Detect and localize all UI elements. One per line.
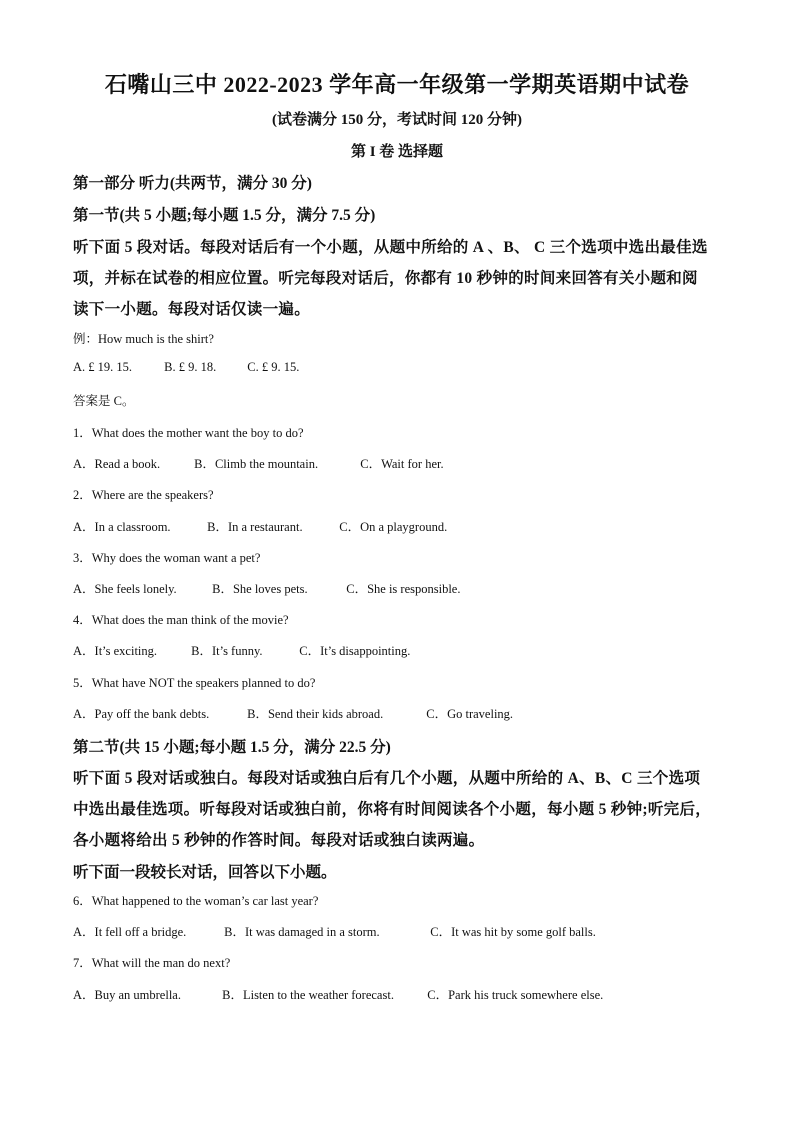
option-c: C．She is responsible. <box>346 582 461 596</box>
section2-instruction-line: 中选出最佳选项。听每段对话或独白前，你将有时间阅读各个小题，每小题 5 秒钟;听完后， <box>73 801 712 818</box>
example-options <box>73 360 299 375</box>
option-c: C. £ 9. 15. <box>247 360 300 374</box>
option-b: B．Send their kids abroad. <box>247 707 384 721</box>
question-options <box>73 579 460 597</box>
question-options <box>73 985 603 1003</box>
option-a: A．Pay off the bank debts. <box>73 707 210 721</box>
option-a: A．It’s exciting. <box>73 644 158 658</box>
option-c: C．It was hit by some golf balls. <box>430 925 596 939</box>
question-options <box>73 517 447 535</box>
option-a: A．In a classroom. <box>73 520 171 534</box>
section1-instruction-line: 项，并标在试卷的相应位置。听完每段对话后，你都有 10 秒钟的时间来回答有关小题和阅 <box>73 270 698 287</box>
option-b: B．She loves pets. <box>212 582 308 596</box>
section1-instruction-line: 听下面 5 段对话。每段对话后有一个小题，从题中所给的 A 、B、 C 三个选项中选出最佳选 <box>73 239 708 256</box>
question-options <box>73 641 410 659</box>
section2-heading: 第二节(共 15 小题;每小题 1.5 分，满分 22.5 分) <box>73 739 391 756</box>
option-a: A. £ 19. 15. <box>73 360 133 374</box>
option-a: A．Read a book. <box>73 457 161 471</box>
option-b: B．Listen to the weather forecast. <box>222 988 394 1002</box>
question-options <box>73 922 596 940</box>
exam-subtitle: (试卷满分 150 分，考试时间 120 分钟) <box>272 112 522 128</box>
option-b: B．It was damaged in a storm. <box>224 925 380 939</box>
option-a: A．It fell off a bridge. <box>73 925 187 939</box>
section2-instruction-line: 各小题将给出 5 秒钟的作答时间。每段对话或独白读两遍。 <box>73 832 485 849</box>
option-a: A．Buy an umbrella. <box>73 988 181 1002</box>
question-text: 7．What will the man do next? <box>73 956 231 970</box>
question-text: 2．Where are the speakers? <box>73 488 214 502</box>
question-text: 4．What does the man think of the movie? <box>73 613 289 627</box>
option-c: C．Park his truck somewhere else. <box>427 988 604 1002</box>
option-a: A．She feels lonely. <box>73 582 177 596</box>
example-answer: 答案是 C。 <box>73 394 135 408</box>
option-b: B. £ 9. 18. <box>164 360 217 374</box>
option-c: C．On a playground. <box>339 520 448 534</box>
question-text: 5．What have NOT the speakers planned to do? <box>73 676 316 690</box>
exam-title: 石嘴山三中 2022-2023 学年高一年级第一学期英语期中试卷 <box>104 72 690 97</box>
section2-instruction-line: 听下面 5 段对话或独白。每段对话或独白后有几个小题，从题中所给的 A、B、C 三个选项 <box>73 770 701 787</box>
part1-heading: 第一部分 听力(共两节，满分 30 分) <box>73 175 312 192</box>
question-text: 3．Why does the woman want a pet? <box>73 551 261 565</box>
section1-heading: 第一节(共 5 小题;每小题 1.5 分，满分 7.5 分) <box>73 207 376 224</box>
option-c: C．It’s disappointing. <box>299 644 411 658</box>
option-b: B．In a restaurant. <box>207 520 303 534</box>
question-options <box>73 454 444 472</box>
question-options <box>73 704 513 722</box>
question-text: 1．What does the mother want the boy to do? <box>73 426 304 440</box>
volume-heading: 第 I 卷 选择题 <box>350 144 444 160</box>
example-question: 例：How much is the shirt? <box>73 332 214 346</box>
section1-instruction-line: 读下一小题。每段对话仅读一遍。 <box>73 301 311 318</box>
option-b: B．Climb the mountain. <box>194 457 319 471</box>
option-c: C．Go traveling. <box>426 707 514 721</box>
question-text: 6．What happened to the woman’s car last year? <box>73 894 319 908</box>
option-b: B．It’s funny. <box>191 644 263 658</box>
dialogue-lead: 听下面一段较长对话，回答以下小题。 <box>73 864 337 881</box>
option-c: C．Wait for her. <box>360 457 444 471</box>
